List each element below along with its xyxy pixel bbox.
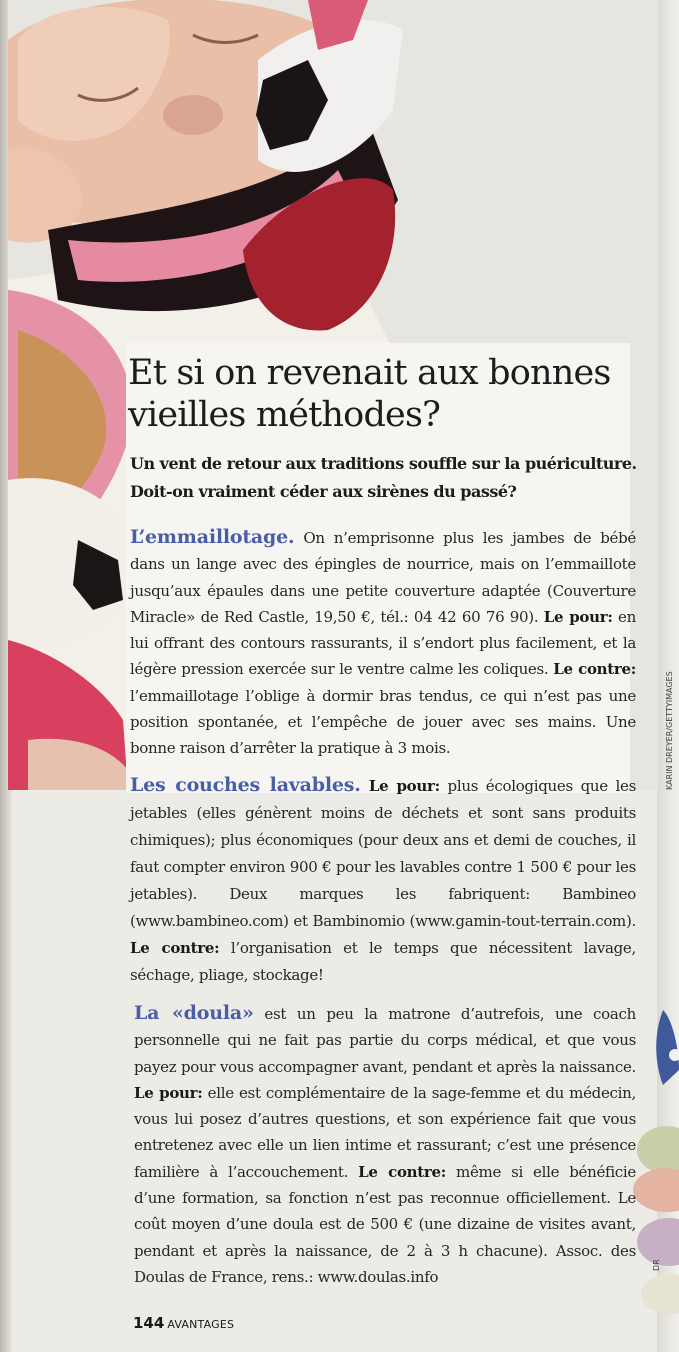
photo-credit [662, 670, 676, 790]
cons-text: même si elle bénéficie d’une formation, sa fonction n’est pas reconnue officiellement. Le coût moyen d’une doula est de 500 € (une dizaine de visites avant, pendant et après la naissance, de 2 à 3 h chacune). Assoc. des Doulas de France, rens.: www.doulas.info [134, 1162, 636, 1286]
section-text: est un peu la matrone d’autrefois, une coach personnelle qui ne fait pas partie du corps médical, et que vous payez pour vous accompagner avant, pendant et après la naissance. [134, 1005, 636, 1076]
pros-text: en lui offrant des contours rassurants, il s’endort plus facilement, et la légère pression exercée sur le ventre calme les coliques. [130, 607, 636, 679]
section-text: On n’emprisonne plus les jambes de bébé dans un lange avec des épingles de nourrice, mais on l’emmaillote jusqu’aux épaules dans une petite couverture adaptée (Couverture Miracle» de Red Castle, 19,50 €, tél.: 04 42 60 76 90). [130, 529, 636, 626]
page-number: 144 [133, 1314, 165, 1332]
pros-label: Le pour: [543, 607, 613, 626]
section-lead: Les couches lavables. [130, 774, 361, 796]
section-emmaillotage [130, 524, 636, 762]
pros-label: Le pour: [134, 1083, 203, 1102]
cons-label: Le contre: [130, 939, 220, 957]
small-credit-text: DR [652, 1259, 661, 1271]
section-doula [134, 1000, 636, 1290]
cons-label: Le contre: [358, 1162, 446, 1181]
article-title: Et si on revenait aux bonnes vieilles méthodes? [128, 353, 611, 435]
magazine-name: AVANTAGES [167, 1318, 235, 1331]
cons-label: Le contre: [553, 660, 636, 679]
cons-text: l’organisation et le temps que nécessitent lavage, séchage, pliage, stockage! [130, 939, 636, 984]
section-lead: La «doula» [134, 1002, 254, 1024]
section-couches-lavables [130, 772, 636, 989]
pros-label: Le pour: [360, 777, 440, 795]
article-standfirst: Un vent de retour aux traditions souffle sur la puériculture. Doit-on vraiment céder aux sirènes du passé? [130, 454, 637, 501]
pros-text: plus écologiques que les jetables (elles génèrent moins de déchets et sont sans produits chimiques); plus économiques (pour deux ans et demi de couches, il faut compter environ 900 € pour les lavables contre 1 500 € pour les jetables). Deux marques les fabriquent: Bambineo (www.bambineo.com) et Bambinomio (www.gamin-tout-terrain.com). [130, 777, 636, 930]
section-lead: L’emmaillotage. [130, 526, 295, 548]
cons-text: l’emmaillotage l’oblige à dormir bras tendus, ce qui n’est pas une position spontanée, et l’empêche de jouer avec ses mains. Une bonne raison d’arrêter la pratique à 3 mois. [130, 686, 636, 758]
photo-credit-text: KARIN DREYER/GETTYIMAGES [665, 671, 674, 790]
small-credit [650, 1253, 662, 1273]
page-folio [133, 1313, 234, 1332]
pros-text: elle est complémentaire de la sage-femme et du médecin, vous lui posez d’autres questions, et son expérience fait que vous entretenez avec elle un lien intime et rassurant; c’est une présence familière à l’accouchement. [134, 1083, 636, 1181]
